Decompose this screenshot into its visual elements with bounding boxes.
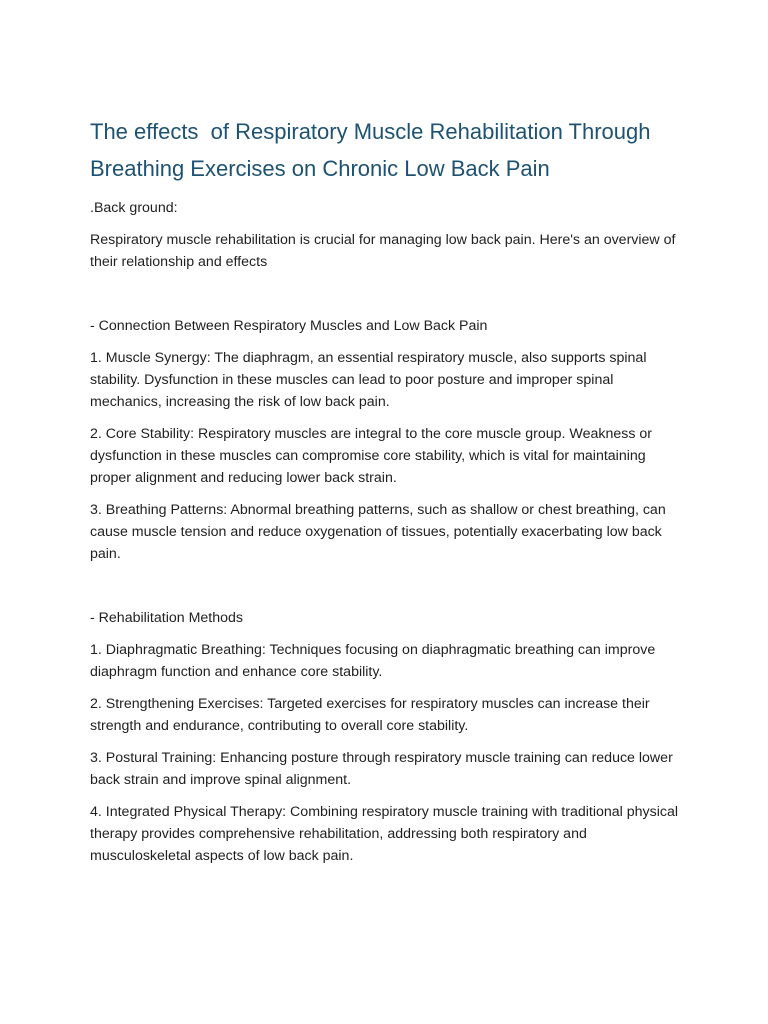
spacer	[90, 575, 680, 607]
section-heading-connection: - Connection Between Respiratory Muscles and Low Back Pain	[90, 318, 488, 334]
section-heading-rehabilitation: - Rehabilitation Methods	[90, 610, 243, 626]
list-item-core-stability: 2. Core Stability: Respiratory muscles are integral to the core muscle group. Weakness or dysfunction in these muscles can compromise core stability, which is vital for maintaining proper alignment and reducing lower back strain.	[90, 426, 652, 486]
background-label: .Back ground:	[90, 200, 178, 216]
list-item-strengthening-exercises: 2. Strengthening Exercises: Targeted exercises for respiratory muscles can increase their strength and endurance, contributing to overall core stability.	[90, 696, 650, 734]
intro-paragraph: Respiratory muscle rehabilitation is crucial for managing low back pain. Here's an overview of their relationship and effects	[90, 232, 676, 270]
list-item-diaphragmatic-breathing: 1. Diaphragmatic Breathing: Techniques focusing on diaphragmatic breathing can improve diaphragm function and enhance core stability.	[90, 642, 656, 680]
list-item-muscle-synergy: 1. Muscle Synergy: The diaphragm, an essential respiratory muscle, also supports spinal stability. Dysfunction in these muscles can lead to poor posture and improper spinal mechanics, increasing the risk of low back pain.	[90, 350, 647, 410]
list-item-integrated-therapy: 4. Integrated Physical Therapy: Combining respiratory muscle training with traditional physical therapy provides comprehensive rehabilitation, addressing both respiratory and musculoskeletal aspects of low back pain.	[90, 804, 679, 864]
spacer	[90, 283, 680, 315]
document-title: The effects of Respiratory Muscle Rehabilitation Through Breathing Exercises on Chronic Low Back Pain	[90, 119, 657, 181]
list-item-postural-training: 3. Postural Training: Enhancing posture through respiratory muscle training can reduce lower back strain and improve spinal alignment.	[90, 750, 673, 788]
list-item-breathing-patterns: 3. Breathing Patterns: Abnormal breathing patterns, such as shallow or chest breathing, can cause muscle tension and reduce oxygenation of tissues, potentially exacerbating low back pain.	[90, 502, 666, 562]
